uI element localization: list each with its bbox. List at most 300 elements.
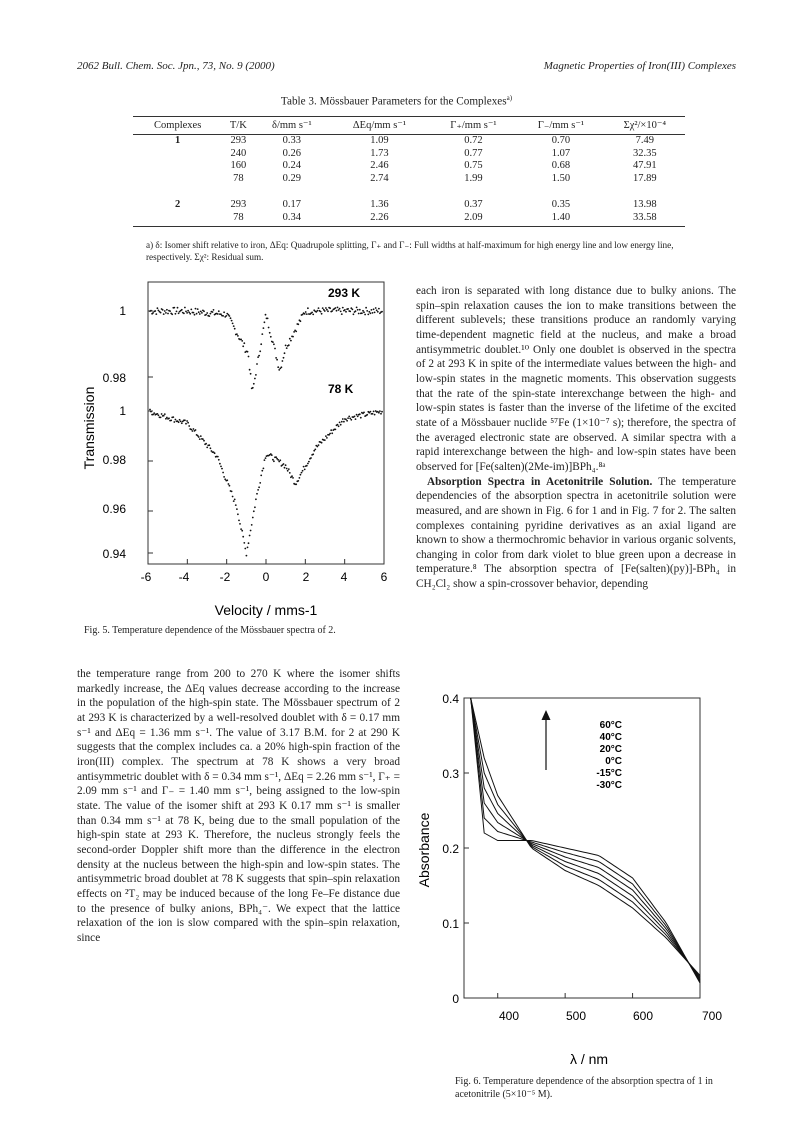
cell: 2.26 — [329, 212, 429, 227]
fig5-data-point — [318, 444, 320, 446]
fig5-data-point — [312, 453, 314, 455]
fig5-data-point — [324, 439, 326, 441]
fig5-data-point — [304, 469, 306, 471]
fig5-data-point — [222, 472, 224, 474]
fig5-data-point — [163, 415, 165, 417]
col-header: ΔEq/mm s⁻¹ — [329, 117, 429, 135]
fig5-data-point — [242, 536, 244, 538]
fig5-data-point — [366, 414, 368, 416]
fig5-data-point — [285, 464, 287, 466]
fig5-data-point — [217, 313, 219, 315]
fig5-data-point — [295, 483, 297, 485]
fig5-data-point — [218, 310, 220, 312]
cell — [133, 148, 222, 161]
fig6-xtick: 500 — [565, 1009, 587, 1023]
fig5-data-point — [206, 447, 208, 449]
cell: 32.35 — [633, 147, 657, 159]
section-heading: Absorption Spectra in Acetonitrile Solution. — [427, 475, 653, 488]
fig5-data-point — [187, 422, 189, 424]
fig5-data-point — [252, 387, 254, 389]
fig5-data-point — [314, 449, 316, 451]
cell: 7.49 — [635, 135, 654, 146]
running-header-right: Magnetic Properties of Iron(III) Complexes — [543, 60, 736, 72]
fig5-data-point — [178, 312, 180, 314]
fig5-data-point — [269, 332, 271, 334]
cell: 13.98 — [633, 199, 657, 210]
cell: 0.70 — [551, 135, 571, 146]
cell: 1.07 — [551, 147, 571, 159]
fig5-data-point — [283, 357, 285, 359]
fig6-series-line — [471, 698, 700, 977]
fig5-data-point — [196, 313, 198, 315]
col-header: δ/mm s⁻¹ — [254, 117, 329, 135]
fig5-data-point — [324, 310, 326, 312]
fig5-data-point — [260, 475, 262, 477]
fig5-data-point — [359, 413, 361, 415]
fig6-curves — [471, 698, 700, 983]
fig6-legend-item: 40°C — [599, 732, 622, 743]
cell: 1.09 — [370, 135, 389, 146]
fig5-data-point — [263, 327, 265, 329]
fig5-data-point — [370, 312, 372, 314]
fig5-data-point — [247, 547, 249, 549]
fig5-data-point — [352, 309, 354, 311]
cell: 0.24 — [282, 160, 301, 171]
cell: 2.46 — [370, 160, 389, 171]
fig5-data-point — [275, 357, 277, 359]
col-header: Γ₊/mm s⁻¹ — [430, 117, 518, 135]
fig5-data-point — [237, 513, 239, 515]
fig5-data-point — [326, 309, 328, 311]
fig5-data-point — [345, 311, 347, 313]
fig6-ytick: 0.4 — [442, 692, 459, 706]
fig5-data-point — [265, 314, 267, 316]
table-row — [133, 173, 685, 186]
fig5-data-point — [360, 417, 362, 419]
fig5-data-point — [183, 313, 185, 315]
fig5-xtick: 6 — [380, 570, 388, 584]
fig5-data-point — [375, 307, 377, 309]
fig5-data-point — [355, 310, 357, 312]
fig5-data-point — [329, 433, 331, 435]
cell: 0.37 — [464, 199, 483, 210]
fig5-data-point — [305, 311, 307, 313]
fig5-data-point — [180, 421, 182, 423]
fig5-data-point — [297, 480, 299, 482]
fig5-data-point — [170, 420, 172, 422]
fig5-data-point — [343, 421, 345, 423]
fig5-xtick: 4 — [340, 570, 348, 584]
fig5-data-point — [373, 411, 375, 413]
cell: 0.72 — [464, 135, 483, 146]
fig6-series-line — [471, 698, 700, 983]
fig5-data-point — [199, 438, 201, 440]
fig5-data-point — [376, 309, 378, 311]
fig5-data-point — [284, 467, 286, 469]
fig5-data-point — [348, 416, 350, 418]
fig5-data-point — [357, 416, 359, 418]
fig5-data-point — [157, 307, 159, 309]
fig5-data-point — [234, 328, 236, 330]
fig5-data-point — [161, 413, 163, 415]
fig5-data-point — [365, 307, 367, 309]
fig5-data-point — [181, 309, 183, 311]
fig5-xtick: -4 — [178, 570, 190, 584]
fig5-ticks — [148, 311, 384, 564]
fig5-data-point — [340, 311, 342, 313]
fig5-data-point — [255, 374, 257, 376]
fig5-data-point — [260, 343, 262, 345]
fig5-data-point — [317, 310, 319, 312]
fig5-data-point — [281, 366, 283, 368]
fig5-data-point — [241, 340, 243, 342]
fig5-xlabel: Velocity / mms-1 — [214, 602, 318, 618]
fig5-data-point — [240, 528, 242, 530]
fig5-data-point — [178, 421, 180, 423]
fig5-data-point — [158, 414, 160, 416]
fig5-data-point — [342, 307, 344, 309]
fig5-data-point — [307, 307, 309, 309]
fig5-data-point — [155, 313, 157, 315]
fig5-data-point — [338, 425, 340, 427]
fig5-data-point — [164, 310, 166, 312]
fig5-data-point — [361, 312, 363, 314]
fig5-data-point — [378, 308, 380, 310]
fig5-data-point — [232, 496, 234, 498]
fig5-data-point — [208, 444, 210, 446]
cell: 0.77 — [464, 147, 483, 159]
fig5-data-point — [194, 314, 196, 316]
fig5-data-point — [284, 352, 286, 354]
fig5-data-point — [359, 309, 361, 311]
fig5-data-point — [364, 314, 366, 316]
fig5-data-point — [225, 315, 227, 317]
fig5-data-point — [336, 310, 338, 312]
fig5-data-point — [153, 412, 155, 414]
fig5-data-point — [326, 437, 328, 439]
col-header: T/K — [222, 117, 254, 135]
cell: 78 — [222, 212, 254, 227]
fig5-data-point — [255, 498, 257, 500]
running-header-left: 2062 Bull. Chem. Soc. Jpn., 73, No. 9 (2000) — [77, 60, 275, 72]
cell: 2.74 — [370, 172, 389, 184]
fig6-legend-item: -30°C — [596, 780, 622, 791]
fig5-data-point — [252, 517, 254, 519]
fig5-data-point — [278, 369, 280, 371]
fig5-data-point — [186, 420, 188, 422]
fig6-ylabel: Absorbance — [416, 812, 432, 888]
cell: 240 — [230, 147, 247, 159]
fig5-data-point — [331, 310, 333, 312]
cell: 160 — [230, 160, 247, 171]
fig5-data-point — [263, 468, 265, 470]
fig5-data-point — [273, 460, 275, 462]
fig5-data-point — [198, 436, 200, 438]
cell: 293 — [230, 199, 247, 210]
fig5-data-point — [229, 315, 231, 317]
fig5-data-point — [192, 430, 194, 432]
fig5-data-point — [321, 313, 323, 315]
fig5-data-point — [264, 459, 266, 461]
fig5-data-point — [357, 309, 359, 311]
fig5-data-point — [226, 479, 228, 481]
fig5-data-point — [222, 315, 224, 317]
fig5-data-point — [321, 442, 323, 444]
fig5-data-point — [363, 311, 365, 313]
fig5-data-point — [243, 342, 245, 344]
fig6-absorption-chart — [414, 690, 744, 1070]
fig5-data-point — [368, 311, 370, 313]
fig5-data-point — [152, 312, 154, 314]
fig5-data-point — [312, 314, 314, 316]
fig5-data-point — [233, 500, 235, 502]
table-row — [133, 212, 685, 227]
fig5-data-point — [186, 312, 188, 314]
fig5-data-point — [378, 412, 380, 414]
fig5-data-point — [277, 459, 279, 461]
fig5-data-point — [318, 307, 320, 309]
fig5-data-point — [246, 555, 248, 557]
fig5-data-point — [223, 476, 225, 478]
fig5-data-point — [256, 363, 258, 365]
fig5-data-point — [220, 466, 222, 468]
fig5-data-point — [177, 307, 179, 309]
fig5-data-point — [297, 323, 299, 325]
fig5-data-point — [162, 309, 164, 311]
fig5-data-point — [380, 413, 382, 415]
fig5-data-point — [322, 307, 324, 309]
fig6-xtick: 600 — [632, 1009, 654, 1023]
fig5-data-point — [320, 311, 322, 313]
fig5-data-point — [205, 443, 207, 445]
fig5-data-point — [248, 356, 250, 358]
fig6-ytick: 0 — [452, 992, 459, 1006]
cell: 47.91 — [633, 160, 657, 171]
fig5-data-point — [356, 414, 358, 416]
fig5-data-point — [193, 428, 195, 430]
fig5-data-point — [163, 313, 165, 315]
fig5-data-point — [354, 416, 356, 418]
fig5-data-point — [168, 417, 170, 419]
fig5-data-point — [152, 414, 154, 416]
cell — [133, 160, 222, 173]
fig5-data-point — [293, 331, 295, 333]
cell: 1.73 — [370, 147, 389, 159]
fig5-data-point — [160, 312, 162, 314]
fig5-data-point — [203, 310, 205, 312]
fig5-data-point — [244, 548, 246, 550]
cell: 17.89 — [633, 172, 657, 184]
fig5-ytick: 0.98 — [102, 453, 126, 467]
fig5-data-point — [202, 438, 204, 440]
table3-title: Table 3. Mössbauer Parameters for the Complexes$^{a)}$ — [280, 94, 513, 108]
fig5-data-point — [330, 429, 332, 431]
fig5-data-point — [187, 310, 189, 312]
fig6-legend-item: 20°C — [599, 744, 622, 755]
fig5-data-point — [199, 313, 201, 315]
fig5-data-point — [295, 331, 297, 333]
fig5-data-point — [254, 378, 256, 380]
fig5-data-point — [228, 483, 230, 485]
fig6-legend-item: -15°C — [596, 768, 622, 779]
fig5-data-point — [300, 474, 302, 476]
fig5-data-point — [366, 310, 368, 312]
fig5-data-point — [342, 418, 344, 420]
fig5-data-point — [195, 308, 197, 310]
fig5-data-point — [176, 311, 178, 313]
fig5-data-point — [173, 307, 175, 309]
paragraph — [416, 475, 736, 592]
fig5-frame — [148, 282, 384, 564]
fig5-data-point — [235, 504, 237, 506]
fig5-data-point — [325, 435, 327, 437]
fig5-data-point — [307, 463, 309, 465]
fig5-data-point — [379, 410, 381, 412]
fig5-data-point — [374, 312, 376, 314]
fig5-data-point — [271, 454, 273, 456]
fig5-data-point — [195, 429, 197, 431]
fig5-data-point — [258, 355, 260, 357]
fig5-data-point — [179, 419, 181, 421]
fig5-data-point — [270, 336, 272, 338]
paragraph: the temperature range from 200 to 270 K where the isomer shifts markedly increase, the ΔEq values decrease according to the increase in the population of the high-spin state. The Mössbauer spectrum of 2 at 293 K is characterized by a well-resolved doublet with δ = 0.17 mm s⁻¹ and ΔEq = 1.36 mm s⁻¹. The value of 3.17 B.M. for 2 at 290 K suggests that the complex includes ca. a 20% high-spin fraction of the iron(III) complex. The spectrum at 78 K shows a very broad antisymmetric doublet with δ = 0.34 mm s⁻¹, ΔEq = 2.26 mm s⁻¹, Γ₊ = 2.09 mm s⁻¹ and Γ₋ = 1.40 mm s⁻¹, being assigned to the low-spin state. The value of the isomer shift at 293 K 0.17 mm s⁻¹ is smaller than 0.34 mm s⁻¹ at 78 K, being due to the small population of the high-spin state at 293 K. Therefore, the nucleus strongly feels the second-order Doppler shift more than the difference in the electron density at the nucleus between the high-spin and low-spin states. The antisymmetric broad doublet at 78 K suggests that spin–spin relaxation effects on ²T₂ may be induced because of the long Fe–Fe distance due to the presence of bulky anions, BPh₄⁻. We expect that the lattice relaxation of the ion is slow compared with the spin–spin relaxation, since — [77, 668, 400, 944]
fig5-data-point — [210, 313, 212, 315]
fig5-data-point — [362, 310, 364, 312]
table-row — [133, 148, 685, 161]
fig5-data-point — [249, 369, 251, 371]
fig5-data-point — [173, 421, 175, 423]
fig5-data-point — [277, 366, 279, 368]
fig5-data-point — [219, 463, 221, 465]
fig5-data-point — [150, 411, 152, 413]
fig5-data-point — [373, 308, 375, 310]
fig5-data-point — [374, 414, 376, 416]
arrow-up-icon — [542, 710, 551, 720]
fig5-data-point — [327, 310, 329, 312]
paragraph: each iron is separated with long distance due to bulky anions. The spin–spin relaxation causes the ion to make transitions between the different sublevels; these transitions produce an randomly varying time-dependent magnetic field at the nucleus, and make a broad antisymmetric doublet.¹⁰ Only one doublet is observed in the spectra of 2 at 293 K in spite of the intermediate values between the high- and low-spin states in the magnetic moments. This observation suggests that the rate of the spin-state interexchange between the high- and low-spin states is faster than the inverse of the lifetime of the excited state of a Mössbauer nuclide ⁵⁷Fe (1×10⁻⁷ s); therefore, the spectra of the averaged electronic state are observed. A similar spectra with a rapid interexchange between the high- and low-spin states have been observed for [Fe(salten)(2Me-im)]BPh₄.⁸ᵃ — [416, 285, 736, 473]
cell: 2 — [175, 199, 181, 210]
fig5-data-point — [290, 340, 292, 342]
cell: 1 — [175, 135, 181, 146]
fig5-label-78k: 78 K — [328, 382, 354, 396]
fig5-data-point — [347, 308, 349, 310]
fig5-data-point — [253, 383, 255, 385]
fig5-data-point — [214, 452, 216, 454]
fig6-series-line — [471, 698, 700, 982]
fig5-data-point — [257, 489, 259, 491]
fig5-data-point — [236, 508, 238, 510]
fig5-ytick: 0.98 — [102, 371, 126, 385]
fig5-data-point — [308, 461, 310, 463]
cell: 0.34 — [254, 212, 329, 227]
fig5-data-point — [344, 309, 346, 311]
fig6-legend-item: 0°C — [605, 756, 622, 767]
fig5-data-point — [341, 313, 343, 315]
fig5-data-point — [175, 419, 177, 421]
fig5-data-point — [253, 510, 255, 512]
fig5-data-point — [193, 312, 195, 314]
fig5-data-point — [317, 446, 319, 448]
fig5-data-point — [304, 313, 306, 315]
col-header: Σχ²/×10⁻⁴ — [605, 117, 685, 135]
fig5-data-point — [345, 419, 347, 421]
fig5-data-point — [190, 429, 192, 431]
cell: 293 — [230, 135, 247, 146]
fig5-data-point — [150, 310, 152, 312]
fig5-data-point — [206, 312, 208, 314]
fig5-data-point — [300, 320, 302, 322]
cell: 0.68 — [551, 160, 571, 171]
fig5-data-point — [251, 524, 253, 526]
right-column-text — [416, 284, 736, 592]
fig5-data-point — [286, 468, 288, 470]
fig5-data-point — [381, 411, 383, 413]
fig5-data-point — [301, 472, 303, 474]
fig5-data-point — [203, 440, 205, 442]
fig5-data-point — [372, 413, 374, 415]
fig6-xtick: 700 — [701, 1009, 723, 1023]
fig5-data-point — [208, 315, 210, 317]
fig5-data-point — [242, 345, 244, 347]
fig5-data-point — [259, 350, 261, 352]
fig5-data-point — [329, 307, 331, 309]
cell: 0.35 — [551, 199, 571, 210]
fig5-data-point — [288, 344, 290, 346]
fig5-data-point — [223, 311, 225, 313]
fig6-ytick: 0.3 — [442, 767, 459, 781]
left-column-text — [77, 667, 400, 945]
fig5-data-point — [335, 429, 337, 431]
fig5-data-point — [356, 307, 358, 309]
fig5-data-point — [197, 308, 199, 310]
fig5-data-point — [264, 321, 266, 323]
fig5-data-point — [154, 310, 156, 312]
fig5-data-point — [184, 307, 186, 309]
fig5-data-point — [335, 307, 337, 309]
cell: 78 — [233, 172, 244, 184]
cell: 0.29 — [282, 172, 301, 184]
fig5-label-293k: 293 K — [328, 286, 361, 300]
fig5-caption: Fig. 5. Temperature dependence of the Mössbauer spectra of 2. — [84, 625, 336, 636]
fig5-data-point — [184, 419, 186, 421]
fig5-data-point — [248, 542, 250, 544]
fig5-data-point — [149, 409, 151, 411]
fig5-data-point — [200, 311, 202, 313]
fig5-data-point — [367, 314, 369, 316]
fig5-data-point — [243, 542, 245, 544]
cell: 1.36 — [370, 199, 389, 210]
fig5-data-point — [377, 311, 379, 313]
fig6-xtick: 400 — [498, 1009, 520, 1023]
fig6-xlabel: λ / nm — [569, 1051, 609, 1067]
fig5-data-point — [185, 311, 187, 313]
fig5-data-point — [355, 418, 357, 420]
fig6-ytick: 0.1 — [442, 917, 459, 931]
fig5-data-point — [234, 499, 236, 501]
cell — [133, 173, 222, 186]
fig6-series-line — [471, 698, 700, 979]
fig5-data-point — [381, 311, 383, 313]
fig5-data-point — [172, 416, 174, 418]
fig5-data-point — [302, 470, 304, 472]
fig5-data-point — [337, 424, 339, 426]
fig5-data-point — [217, 456, 219, 458]
fig5-data-point — [210, 447, 212, 449]
fig5-ytick: 1 — [119, 404, 126, 418]
fig5-data-point — [265, 457, 267, 459]
fig5-data-point — [287, 470, 289, 472]
cell — [133, 212, 222, 227]
